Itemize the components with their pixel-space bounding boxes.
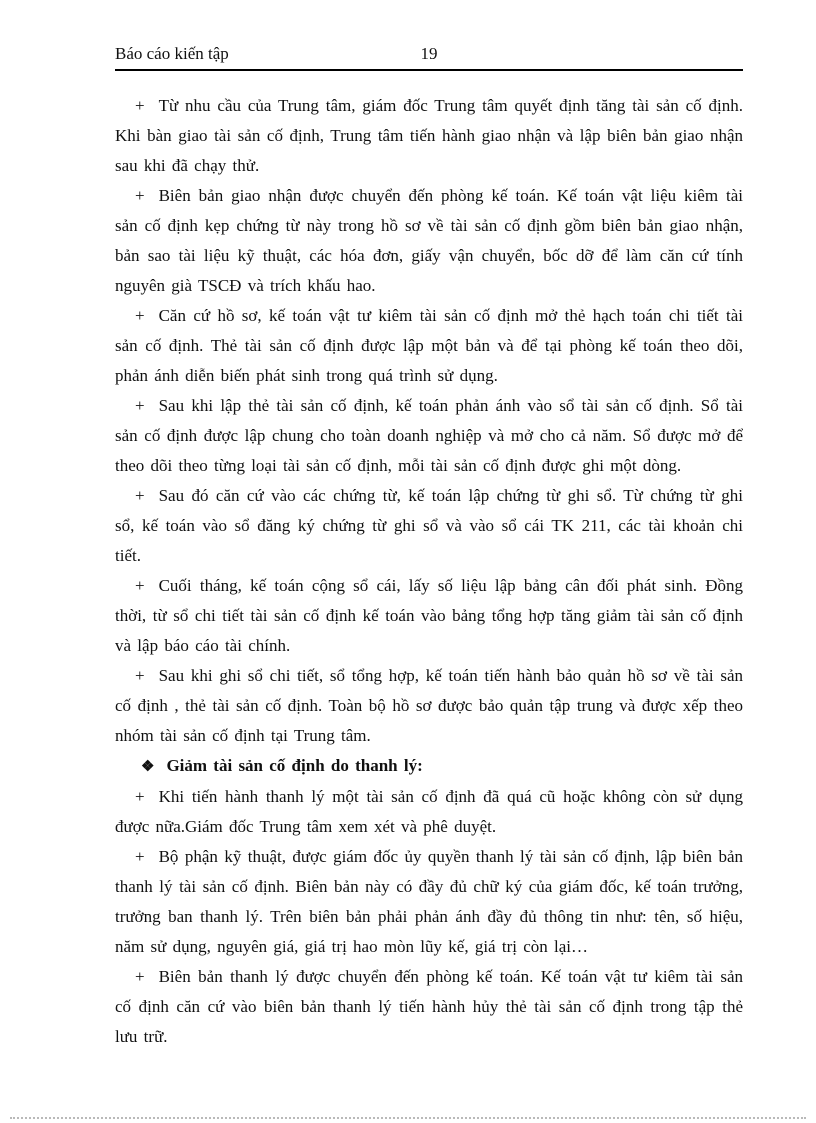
paragraph (115, 391, 743, 481)
paragraph-marker: + (135, 967, 145, 986)
paragraph (115, 571, 743, 661)
paragraph-marker: + (135, 576, 145, 595)
paragraph (115, 842, 743, 962)
paragraph (115, 661, 743, 751)
paragraph (115, 962, 743, 1052)
page-header (115, 42, 743, 71)
paragraph (115, 91, 743, 181)
paragraph-marker: + (135, 306, 145, 325)
page-bottom-divider (10, 1117, 806, 1119)
paragraph (115, 181, 743, 301)
paragraph-text: Từ nhu cầu của Trung tâm, giám đốc Trung tâm quyết định tăng tài sản cố định. Khi bàn giao tài sản cố định, Trung tâm tiến hành giao nhận và lập biên bản giao nhận sau khi đã chạy thử. (115, 96, 743, 175)
paragraph-marker: + (135, 486, 145, 505)
paragraph-text: Khi tiến hành thanh lý một tài sản cố định đã quá cũ hoặc không còn sử dụng được nữa.Giám đốc Trung tâm xem xét và phê duyệt. (115, 787, 743, 836)
paragraph-text: Căn cứ hồ sơ, kế toán vật tư kiêm tài sản cố định mở thẻ hạch toán chi tiết tài sản cố định. Thẻ tài sản cố định được lập một bản và để tại phòng kế toán theo dõi, phản ánh diễn biến phát sinh trong quá trình sử dụng. (115, 306, 743, 385)
paragraph-text: Biên bản giao nhận được chuyển đến phòng kế toán. Kế toán vật liệu kiêm tài sản cố định kẹp chứng từ này trong hồ sơ về tài sản cố định gồm biên bản giao nhận, bản sao tài liệu kỹ thuật, các hóa đơn, giấy vận chuyển, bốc dỡ để làm căn cứ tính nguyên già TSCĐ và trích khấu hao. (115, 186, 743, 295)
paragraph-marker: + (135, 96, 145, 115)
paragraph-text: Biên bản thanh lý được chuyển đến phòng kế toán. Kế toán vật tư kiêm tài sản cố định căn cứ vào biên bản thanh lý tiến hành hủy thẻ tài sản cố định trong tập thẻ lưu trữ. (115, 967, 743, 1046)
paragraph-marker: + (135, 787, 145, 806)
paragraph-marker: + (135, 186, 145, 205)
header-title: Báo cáo kiến tập (115, 44, 229, 63)
paragraph (115, 301, 743, 391)
section-heading-text: Giảm tài sản cố định do thanh lý: (166, 756, 423, 775)
paragraph (115, 481, 743, 571)
paragraph-marker: + (135, 666, 145, 685)
paragraph-text: Cuối tháng, kế toán cộng sổ cái, lấy số liệu lập bảng cân đối phát sinh. Đồng thời, từ sổ chi tiết tài sản cố định kế toán vào bảng tổng hợp tăng giảm tài sản cố định và lập báo cáo tài chính. (115, 576, 743, 655)
paragraph-text: Bộ phận kỹ thuật, được giám đốc ủy quyền thanh lý tài sản cố định, lập biên bản thanh lý tài sản cố định. Biên bản này có đầy đủ chữ ký của giám đốc, kế toán trưởng, trưởng ban thanh lý. Trên biên bản phải phản ánh đầy đủ thông tin như: tên, số hiệu, năm sử dụng, nguyên giá, giá trị hao mòn lũy kế, giá trị còn lại… (115, 847, 743, 956)
paragraph-marker: + (135, 396, 145, 415)
page-number: 19 (420, 44, 438, 63)
paragraph-marker: + (135, 847, 145, 866)
paragraph-text: Sau khi ghi sổ chi tiết, sổ tổng hợp, kế toán tiến hành bảo quản hồ sơ về tài sản cố định , thẻ tài sản cố định. Toàn bộ hồ sơ được bảo quản tập trung và được xếp theo nhóm tài sản cố định tại Trung tâm. (115, 666, 743, 745)
document-body (115, 91, 743, 1052)
paragraph-text: Sau đó căn cứ vào các chứng từ, kế toán lập chứng từ ghi sổ. Từ chứng từ ghi sổ, kế toán vào sổ đăng ký chứng từ ghi sổ và vào sổ cái TK 211, các tài khoản chi tiết. (115, 486, 743, 565)
paragraph-text: Sau khi lập thẻ tài sản cố định, kế toán phản ánh vào sổ tài sản cố định. Sổ tài sản cố định được lập chung cho toàn doanh nghiệp và mở cho cả năm. Sổ được mở để theo dõi theo từng loại tài sản cố định, mỗi tài sản cố định được ghi một dòng. (115, 396, 743, 475)
paragraph (115, 782, 743, 842)
section-heading (115, 751, 743, 782)
diamond-bullet-icon: ❖ (141, 759, 155, 775)
